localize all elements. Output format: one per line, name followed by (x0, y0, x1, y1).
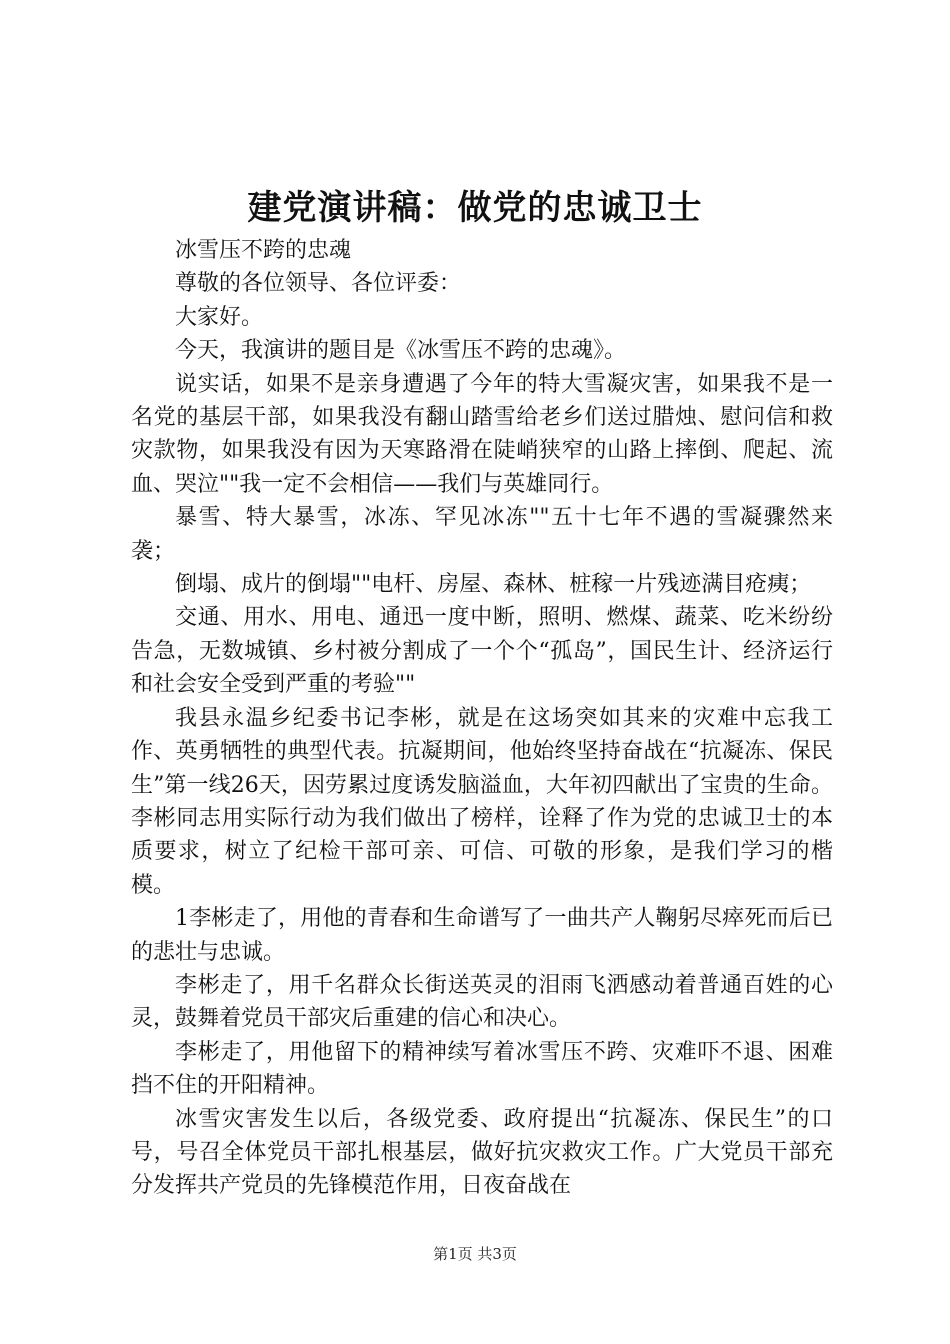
paragraph: 冰雪压不跨的忠魂 (175, 238, 352, 263)
paragraph: 李彬走了，用他留下的精神续写着冰雪压不跨、灾难吓不退、困难挡不住的开阳精神。 (131, 1039, 833, 1099)
document-body (131, 234, 833, 1203)
paragraph: 1李彬走了，用他的青春和生命谱写了一曲共产人鞠躬尽瘁死而后已的悲壮与忠诚。 (131, 906, 833, 965)
page-footer: 第1页 共3页 (433, 1245, 517, 1263)
paragraph: 我县永温乡纪委书记李彬，就是在这场突如其来的灾难中忘我工作、英勇牺牲的典型代表。抗凝期间，他始终坚持奋战在“抗凝冻、保民生”第一线26天，因劳累过度诱发脑溢血，大年初四献出了宝贵的生命。李彬同志用实际行动为我们做出了榜样，诠释了作为党的忠诚卫士的本质要求，树立了纪检干部可亲、可信、可敬的形象，是我们学习的楷模。 (131, 705, 833, 898)
paragraph: 尊敬的各位领导、各位评委： (175, 271, 462, 297)
paragraph: 李彬走了，用千名群众长街送英灵的泪雨飞洒感动着普通百姓的心灵，鼓舞着党员干部灾后重建的信心和决心。 (131, 972, 833, 1032)
paragraph: 大家好。 (175, 304, 264, 330)
paragraph: 交通、用水、用电、通迅一度中断，照明、燃煤、蔬菜、吃米纷纷告急，无数城镇、乡村被分割成了一个个“孤岛”，国民生计、经济运行和社会安全受到严重的考验"" (131, 605, 833, 698)
paragraph: 冰雪灾害发生以后，各级党委、政府提出“抗凝冻、保民生”的口号，号召全体党员干部扎根基层，做好抗灾救灾工作。广大党员干部充分发挥共产党员的先锋模范作用，日夜奋战在 (131, 1106, 833, 1199)
document-title: 建党演讲稿：做党的忠诚卫士 (247, 188, 703, 228)
paragraph: 说实话，如果不是亲身遭遇了今年的特大雪凝灾害，如果我不是一名党的基层干部，如果我没有翻山踏雪给老乡们送过腊烛、慰问信和救灾款物，如果我没有因为天寒路滑在陡峭狭窄的山路上摔倒、爬起、流血、哭泣""我一定不会相信——我们与英雄同行。 (131, 371, 833, 497)
paragraph: 暴雪、特大暴雪，冰冻、罕见冰冻""五十七年不遇的雪凝骤然来袭； (131, 505, 833, 564)
paragraph: 倒塌、成片的倒塌""电杆、房屋、森林、桩稼一片残迹满目疮痍； (175, 572, 812, 598)
paragraph: 今天，我演讲的题目是《冰雪压不跨的忠魂》。 (175, 338, 627, 364)
